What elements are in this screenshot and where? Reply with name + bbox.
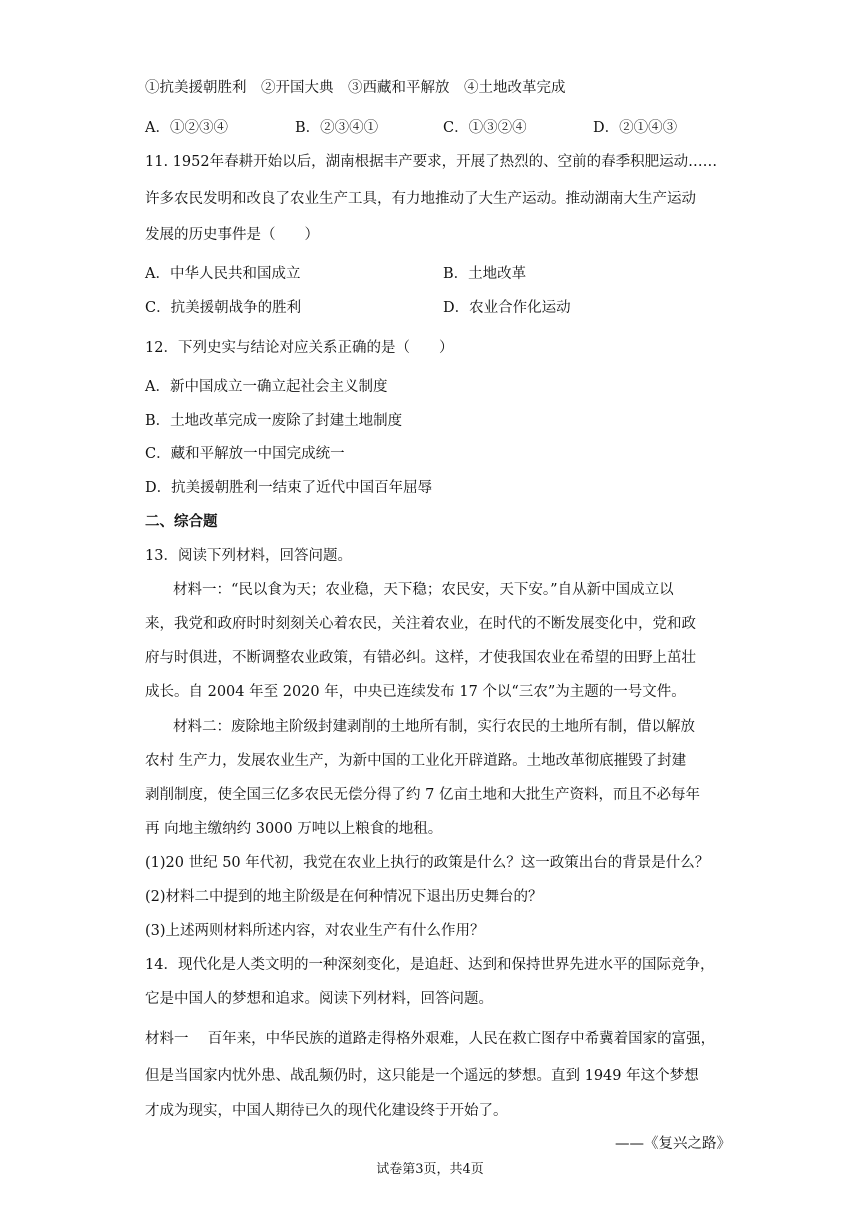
q13-material1-line-4: 成长。自 2004 年至 2020 年，中央已连续发布 17 个以“三农”为主题的一号文件。 [145,684,686,700]
q11-options-row-2 [145,298,745,318]
q13-material1-line-3: 府与时俱进，不断调整农业政策，有错必纠。这样，才使我国农业在希望的田野上茁壮 [145,650,696,666]
q10-option-a: A．①②③④ [145,120,228,136]
q12-option-d: D．抗美援朝胜利一结束了近代中国百年屈辱 [145,480,433,496]
q13-question-3: (3)上述两则材料所述内容，对农业生产有什么作用？ [145,923,485,939]
q11-options-row-1 [145,264,745,284]
q12-option-c: C．藏和平解放一中国完成统一 [145,446,345,462]
q10-items: ①抗美援朝胜利 ②开国大典 ③西藏和平解放 ④土地改革完成 [145,80,566,96]
q11-option-a: A．中华人民共和国成立 [145,266,301,282]
q13-material1-line-1: 材料一：“民以食为天；农业稳，天下稳；农民安，天下安。”自从新中国成立以 [173,582,674,598]
q13-material2-line-4: 再 向地主缴纳约 3000 万吨以上粮食的地租。 [145,821,443,837]
section-title: 二、综合题 [145,513,218,530]
q10-option-c: C．①③②④ [443,120,527,136]
q10-option-d: D．②①④③ [593,120,678,136]
q12-option-a: A．新中国成立一确立起社会主义制度 [145,379,388,395]
q12-stem: 12．下列史实与结论对应关系正确的是（ ） [145,340,454,356]
q14-stem-line-2: 它是中国人的梦想和追求。阅读下列材料，回答问题。 [145,991,493,1007]
q11-stem-line-3: 发展的历史事件是（ ） [145,227,319,243]
q11-option-b: B．土地改革 [443,266,527,282]
q13-material1-line-2: 来，我党和政府时时刻刻关心着农民，关注着农业，在时代的不断发展变化中，党和政 [145,616,696,632]
q14-stem-line-1: 14．现代化是人类文明的一种深刻变化，是追赶、达到和保持世界先进水平的国际竞争， [145,957,715,973]
q14-material1-line-1: 材料一 百年来，中华民族的道路走得格外艰难，人民在救亡图存中希冀着国家的富强， [145,1031,716,1047]
q14-source: ——《复兴之路》 [615,1136,731,1152]
q13-material2-line-1: 材料二：废除地主阶级封建剥削的土地所有制，实行农民的土地所有制，借以解放 [173,719,695,735]
q11-stem-line-2: 许多农民发明和改良了农业生产工具，有力地推动了大生产运动。推动湖南大生产运动 [145,191,696,207]
q13-material2-line-2: 农村 生产力，发展农业生产，为新中国的工业化开辟道路。土地改革彻底摧毁了封建 [145,753,687,769]
q10-option-b: B．②③④① [295,120,379,136]
q11-option-d: D．农业合作化运动 [443,300,571,316]
q12-option-b: B．土地改革完成一废除了封建土地制度 [145,413,403,429]
q13-stem: 13．阅读下列材料，回答问题。 [145,548,352,564]
q11-stem-line-1: 11. 1952年春耕开始以后，湖南根据丰产要求，开展了热烈的、空前的春季积肥运动…… [145,154,718,170]
q11-option-c: C．抗美援朝战争的胜利 [145,300,302,316]
q13-question-2: (2)材料二中提到的地主阶级是在何种情况下退出历史舞台的？ [145,889,543,905]
q10-options [145,118,745,138]
q13-question-1: (1)20 世纪 50 年代初，我党在农业上执行的政策是什么？这一政策出台的背景是什么？ [145,855,710,871]
q14-material1-line-2: 但是当国家内忧外患、战乱频仍时，这只能是一个遥远的梦想。直到 1949 年这个梦想 [145,1068,699,1084]
page-footer: 试卷第3页，共4页 [376,1162,484,1177]
q14-material1-line-3: 才成为现实，中国人期待已久的现代化建设终于开始了。 [145,1103,508,1119]
q13-material2-line-3: 剥削制度，使全国三亿多农民无偿分得了约 7 亿亩土地和大批生产资料，而且不必每年 [145,787,700,803]
